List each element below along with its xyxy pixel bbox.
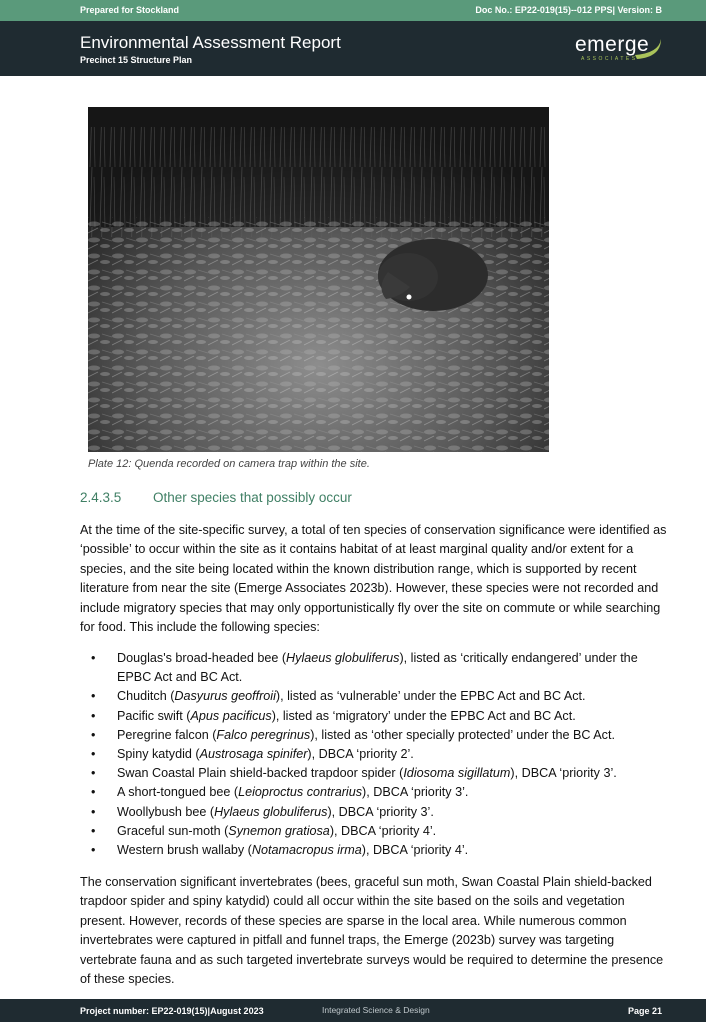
species-list-item	[80, 841, 670, 860]
bullet-icon: •	[91, 843, 96, 858]
report-title: Environmental Assessment Report	[80, 33, 341, 52]
closing-paragraph: The conservation significant invertebrates (bees, graceful sun moth, Swan Coastal Plain shield-backed trapdoor spider and spiny katydid) could all occur within the site based on the soils and vegetation present. However, records of these species are sparse in the local area. While numerous common invertebrates were captured in pitfall and funnel traps, the Emerge (2023b) survey was targeting vertebrate fauna and as such targeted invertebrate surveys would be required to determine the presence of these species.	[80, 875, 664, 987]
bullet-icon: •	[91, 823, 96, 838]
page-footer	[0, 999, 706, 1022]
emerge-logo	[575, 33, 667, 67]
doc-number: Doc No.: EP22-019(15)--012 PPS| Version: B	[475, 5, 662, 15]
bullet-icon: •	[91, 727, 96, 742]
bullet-icon: •	[91, 689, 96, 704]
footer-tagline: Integrated Science & Design	[322, 1005, 430, 1015]
species-scientific-name: Synemon gratiosa	[228, 823, 330, 838]
bullet-icon: •	[91, 708, 96, 723]
species-status: ), DBCA ‘priority 4’.	[361, 843, 469, 858]
species-list-item	[80, 783, 670, 802]
species-common-name: Woollybush bee (	[117, 804, 215, 819]
species-list-item	[80, 803, 670, 822]
section-heading	[80, 490, 352, 505]
species-list-item	[80, 726, 670, 745]
page-header	[0, 21, 706, 76]
species-scientific-name: Idiosoma sigillatum	[403, 766, 511, 781]
species-scientific-name: Falco peregrinus	[216, 727, 311, 742]
species-status: ), DBCA ‘priority 4’.	[329, 823, 437, 838]
species-status: ), listed as ‘vulnerable’ under the EPBC Act and BC Act.	[275, 689, 586, 704]
species-list-item	[80, 687, 670, 706]
species-list	[80, 649, 670, 860]
species-list-item	[80, 822, 670, 841]
species-common-name: Western brush wallaby (	[117, 843, 252, 858]
logo-subtext: ASSOCIATES	[581, 56, 638, 62]
species-common-name: Douglas's broad-headed bee (	[117, 651, 287, 665]
section-title: Other species that possibly occur	[153, 490, 352, 505]
section-number: 2.4.3.5	[80, 490, 122, 505]
species-common-name: Graceful sun-moth (	[117, 823, 229, 838]
species-status: ), DBCA ‘priority 3’.	[327, 804, 434, 819]
bullet-icon: •	[91, 651, 96, 665]
species-status: ), listed as ‘critically endangered’ under the EPBC Act and BC Act.	[117, 651, 638, 685]
logo-word: emerge	[575, 33, 650, 56]
species-common-name: Peregrine falcon (	[117, 727, 217, 742]
species-common-name: Chuditch (	[117, 689, 175, 704]
prepared-for: Prepared for Stockland	[80, 5, 180, 15]
species-common-name: A short-tongued bee (	[117, 785, 239, 800]
project-number: Project number: EP22-019(15)|August 2023	[80, 1006, 264, 1016]
species-list-item	[80, 649, 670, 687]
species-scientific-name: Hylaeus globuliferus	[286, 651, 400, 665]
species-common-name: Spiny katydid (	[117, 747, 200, 762]
species-scientific-name: Hylaeus globuliferus	[214, 804, 328, 819]
species-list-item	[80, 707, 670, 726]
species-status: ), listed as ‘other specially protected’ under the BC Act.	[310, 727, 615, 742]
species-scientific-name: Austrosaga spinifer	[199, 747, 308, 762]
page-number: Page 21	[627, 1006, 662, 1016]
bullet-icon: •	[91, 747, 96, 762]
species-list-item	[80, 745, 670, 764]
plate-caption: Plate 12: Quenda recorded on camera trap within the site.	[88, 458, 370, 470]
species-scientific-name: Notamacropus irma	[251, 843, 362, 858]
species-status: ), DBCA ‘priority 2’.	[307, 747, 414, 762]
bullet-icon: •	[91, 785, 96, 800]
species-list-item	[80, 764, 670, 783]
species-status: ), DBCA ‘priority 3’.	[362, 785, 469, 800]
species-scientific-name: Leioproctus contrarius	[238, 785, 363, 800]
species-common-name: Swan Coastal Plain shield-backed trapdoor spider (	[117, 766, 404, 781]
bullet-icon: •	[91, 804, 96, 819]
top-strip	[0, 0, 706, 21]
species-status: ), listed as ‘migratory’ under the EPBC Act and BC Act.	[271, 708, 576, 723]
bullet-icon: •	[91, 766, 96, 781]
intro-paragraph: At the time of the site-specific survey, a total of ten species of conservation significance were identified as ‘possible’ to occur within the site as it contains habitat of at least marginal quality and/or extent for a species, and the site being located within the known distribution range, which is supported by recent literature from near the site (Emerge Associates 2023b). However, these species were not recorded and include migratory species that may only opportunistically fly over the site on commute or while searching for food. This include the following species:	[80, 523, 667, 635]
species-common-name: Pacific swift (	[117, 708, 191, 723]
report-subtitle: Precinct 15 Structure Plan	[80, 55, 193, 65]
species-status: ), DBCA ‘priority 3’.	[510, 766, 617, 781]
species-scientific-name: Apus pacificus	[190, 708, 272, 723]
species-scientific-name: Dasyurus geoffroii	[174, 689, 276, 704]
quenda-camera-trap-photo	[88, 107, 549, 452]
